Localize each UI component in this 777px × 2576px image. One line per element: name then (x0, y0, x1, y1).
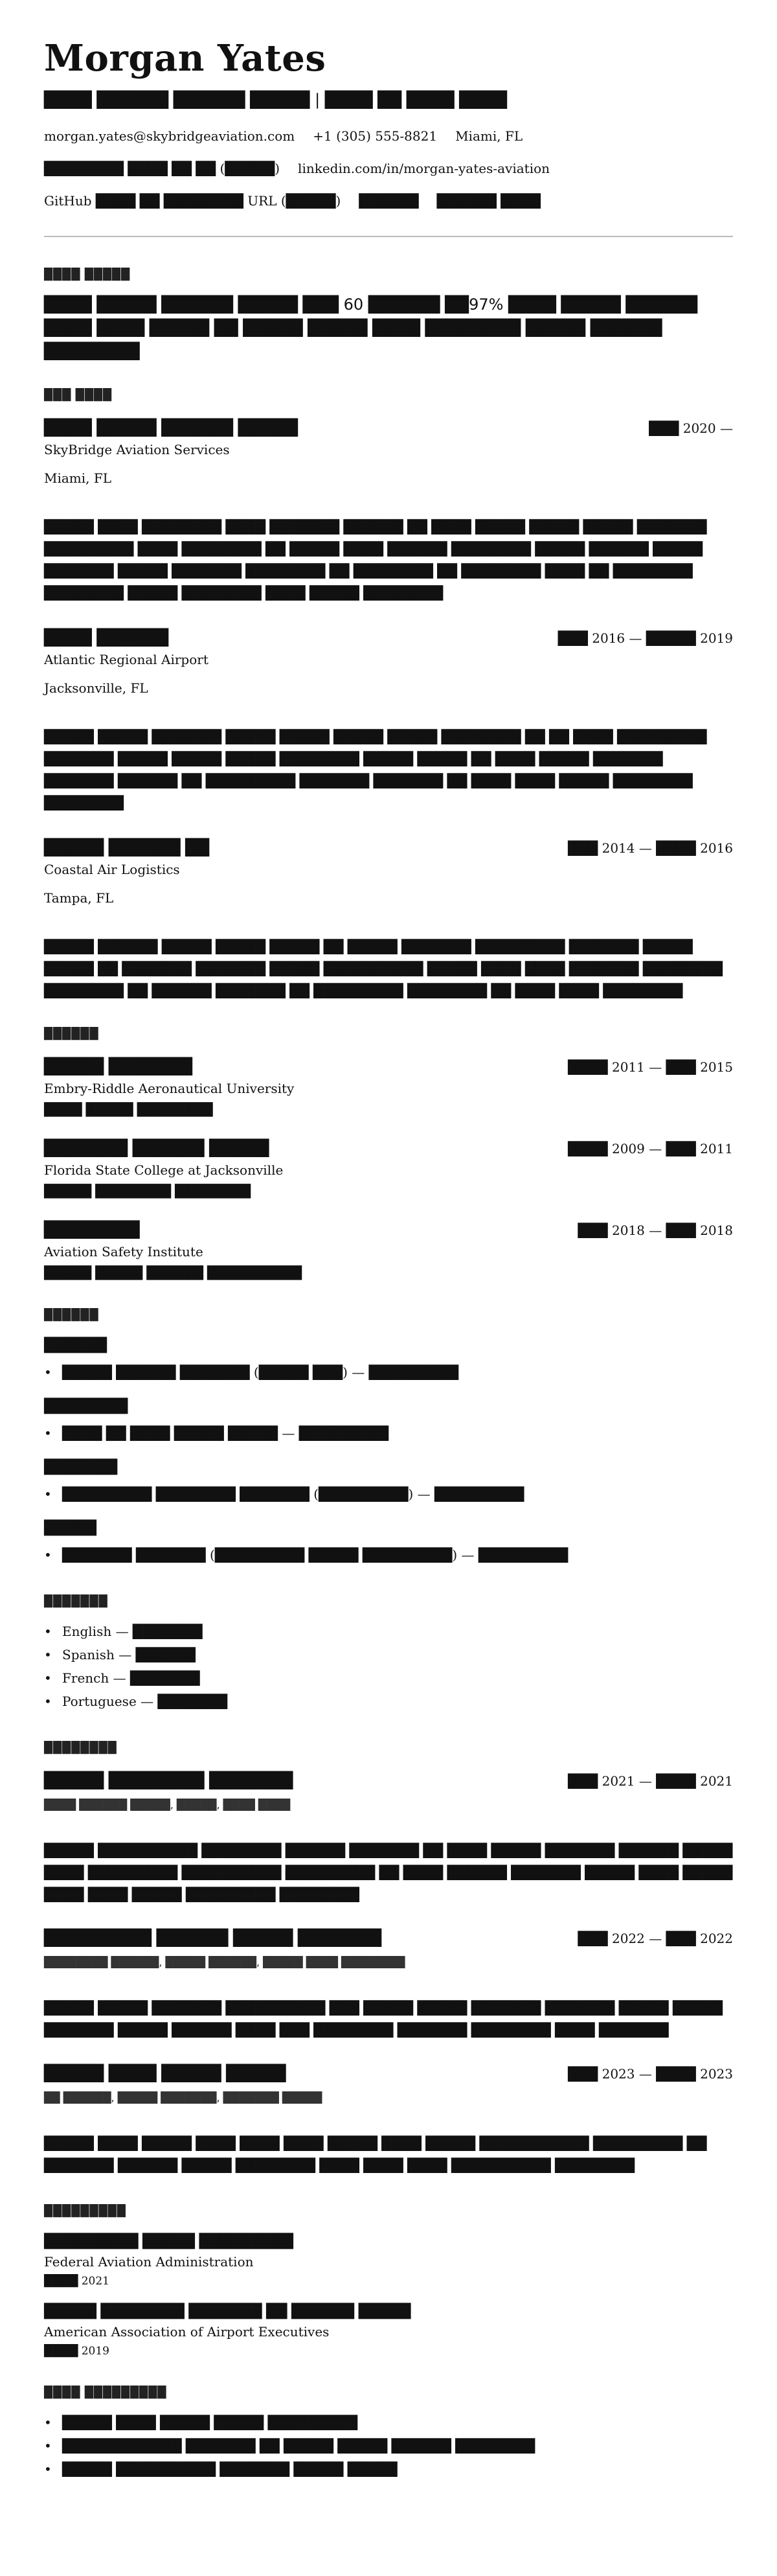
project-item (44, 1771, 733, 1905)
degree-title: █████ ███████ (44, 1057, 193, 1075)
certification-name: █████ ████████ ███████ ██ ██████ █████ (44, 2303, 411, 2319)
job-location: Jacksonville, FL (44, 680, 148, 696)
project-description: █████ ████ █████ ████ ████ ████ █████ ████ █████ ███████████ █████████ ██ ███████ ██████ █████ ████████ ████ ████ ████ ██████████ ████████ (44, 2135, 707, 2173)
project-tech: ████ ██████ █████, █████, ████ ████ (44, 1799, 291, 1811)
interest-item: • ████████████ ███████ ██ █████ █████ ██████ ████████ (44, 2434, 777, 2457)
interests-list (44, 2411, 777, 2481)
project-dates: ███ 2022 — ███ 2022 (578, 1931, 733, 1946)
contact-row-links (44, 161, 777, 176)
github-link[interactable]: GitHub ████ ██ ████████ URL (█████) (44, 193, 341, 209)
project-title: █████████ ██████ █████ ███████ (44, 1929, 382, 1947)
language-item: • Spanish — ██████ (44, 1643, 777, 1666)
job-dates: ███ 2014 — ████ 2016 (568, 840, 733, 856)
school-name: Embry-Riddle Aeronautical University (44, 1081, 295, 1096)
certifications-heading: █████████ (44, 2205, 126, 2218)
project-tech: ██ ██████, █████ ███████, ███████ █████ (44, 2091, 322, 2104)
project-dates: ███ 2023 — ████ 2023 (568, 2066, 733, 2082)
contact-row-extra (44, 193, 777, 209)
education-heading: ██████ (44, 1028, 99, 1041)
extra-link-2[interactable]: ██████ ████ (436, 193, 541, 209)
job-company: Coastal Air Logistics (44, 862, 180, 877)
location-text: Miami, FL (455, 128, 523, 144)
resume-page (44, 36, 777, 2481)
language-item: • French — ███████ (44, 1666, 777, 1690)
extra-link-1[interactable]: ██████ (359, 193, 419, 209)
summary-text: ████ █████ ██████ █████ ███ 60 ██████ ██97% ████ █████ ██████ ████ ████ █████ ██ █████ █████ ████ ████████ █████ ██████ ████████ (44, 295, 698, 360)
education-detail: █████ █████ ██████ ██████████ (44, 1266, 302, 1280)
job-description: █████ █████ ███████ █████ █████ █████ █████ ████████ ██ ██ ████ █████████ ███████ █████ █████ █████ ████████ █████ █████ ██ ████ █████ ███████ ███████ ██████ ██ █████████ ███████ ███████ ██ ████ ████ █████ ████████ ████████ (44, 729, 707, 811)
portfolio-link[interactable]: ████████ ████ ██ ██ (█████) (44, 161, 280, 176)
skill-category: ██████ (44, 1337, 107, 1353)
project-item (44, 2064, 733, 2176)
job-company: SkyBridge Aviation Services (44, 442, 230, 457)
skill-item: • █████ ██████ ███████ (█████ ███) — █████████ (44, 1361, 777, 1384)
school-name: Aviation Safety Institute (44, 1244, 203, 1259)
project-dates: ███ 2021 — ████ 2021 (568, 1773, 733, 1789)
skill-item: • ███████ ███████ (█████████ █████ █████████) — █████████ (44, 1543, 777, 1567)
certification-date: ████ 2021 (44, 2275, 109, 2288)
interests-heading: ████ █████████ (44, 2386, 167, 2399)
skill-group (44, 1337, 777, 1384)
languages-list (44, 1620, 777, 1713)
projects-heading: ████████ (44, 1742, 117, 1754)
job-title: ████ █████ ██████ █████ (44, 419, 298, 437)
education-dates: ███ 2018 — ███ 2018 (578, 1223, 733, 1238)
job-company: Atlantic Regional Airport (44, 652, 208, 667)
interest-item: • █████ ████ █████ █████ █████████ (44, 2411, 777, 2434)
certification-item (44, 2233, 777, 2288)
header-divider (44, 236, 733, 237)
project-description: █████ █████ ███████ ██████████ ███ █████ █████ ███████ ███████ █████ █████ ███████ █████ ██████ ████ ███ ████████ ███████ ████████ ████ ███████ (44, 2000, 723, 2038)
certification-item (44, 2303, 777, 2358)
skill-item: • ████ ██ ████ █████ █████ — █████████ (44, 1421, 777, 1445)
job-location: Tampa, FL (44, 890, 114, 906)
contact-row (44, 128, 777, 144)
skill-group (44, 1459, 777, 1506)
education-item (44, 1221, 733, 1280)
experience-item (44, 838, 733, 1002)
language-item: • English — ███████ (44, 1620, 777, 1643)
job-description: █████ ████ ████████ ████ ███████ ██████ ██ ████ █████ █████ █████ ███████ █████████ ████ ████████ ██ █████ ████ ██████ ████████ █████ ██████ █████ ███████ █████ ███████ ████████ ██ ████████ ██ ████████ ████ ██ ████████ ████████ █████ ████████ ████ █████ ████████ (44, 519, 707, 601)
job-title: █████ ██████ ██ (44, 838, 210, 857)
school-name: Florida State College at Jacksonville (44, 1162, 284, 1178)
certification-issuer: Federal Aviation Administration (44, 2254, 254, 2270)
project-description: █████ ██████████ ████████ ██████ ███████ ██ ████ █████ ███████ ██████ █████ ████ █████████ ██████████ █████████ ██ ████ ██████ ███████ █████ ████ █████ ████ ████ █████ █████████ ████████ (44, 1843, 733, 1902)
phone-number[interactable]: +1 (305) 555-8821 (313, 128, 438, 144)
degree-title: ███████ ██████ █████ (44, 1139, 269, 1157)
skill-category: ████████ (44, 1398, 128, 1414)
language-item: • Portuguese — ███████ (44, 1690, 777, 1713)
email-link[interactable]: morgan.yates@skybridgeaviation.com (44, 128, 295, 144)
education-item (44, 1057, 733, 1117)
interest-item: • █████ ██████████ ███████ █████ █████ (44, 2457, 777, 2481)
experience-heading: ███ ████ (44, 389, 112, 402)
education-dates: ████ 2011 — ███ 2015 (568, 1059, 733, 1075)
skills-heading: ██████ (44, 1309, 99, 1322)
certification-date: ████ 2019 (44, 2345, 109, 2358)
project-tech: ████████ ██████, █████ ██████, █████ ████ ████████ (44, 1956, 405, 1968)
experience-item (44, 419, 733, 604)
education-detail: ████ █████ ████████ (44, 1103, 213, 1117)
linkedin-link[interactable]: linkedin.com/in/morgan-yates-aviation (298, 161, 550, 176)
skill-group (44, 1520, 777, 1567)
job-dates: ███ 2020 — (649, 420, 733, 436)
candidate-name: Morgan Yates (44, 37, 326, 80)
skill-item: • █████████ ████████ ███████ (█████████) — █████████ (44, 1482, 777, 1506)
skill-category: █████ (44, 1520, 96, 1535)
job-dates: ███ 2016 — █████ 2019 (557, 630, 733, 646)
skill-category: ███████ (44, 1459, 118, 1475)
project-title: █████ ████ █████ █████ (44, 2064, 286, 2082)
education-dates: ████ 2009 — ███ 2011 (568, 1141, 733, 1156)
project-item (44, 1929, 733, 2041)
education-detail: █████ ████████ ████████ (44, 1184, 251, 1199)
languages-heading: ███████ (44, 1595, 108, 1608)
skill-group (44, 1398, 777, 1445)
certification-issuer: American Association of Airport Executives (44, 2324, 330, 2340)
project-title: █████ ████████ ███████ (44, 1771, 293, 1789)
education-item (44, 1139, 733, 1199)
job-location: Miami, FL (44, 470, 112, 486)
experience-item (44, 628, 733, 814)
degree-title: ████████ (44, 1221, 140, 1239)
job-title: ████ ██████ (44, 628, 169, 647)
certification-name: █████████ █████ █████████ (44, 2233, 293, 2249)
candidate-headline: ████ ██████ ██████ █████ | ████ ██ ████ ████ (44, 91, 508, 109)
job-description: █████ ██████ █████ █████ █████ ██ █████ ███████ █████████ ███████ █████ █████ ██ ███████ ███████ █████ ██████████ █████ ████ ████ ███████ ████████ ████████ ██ ██████ ███████ ██ █████████ ████████ ██ ████ ████ ████████ (44, 939, 723, 998)
summary-heading: ████ █████ (44, 268, 131, 281)
